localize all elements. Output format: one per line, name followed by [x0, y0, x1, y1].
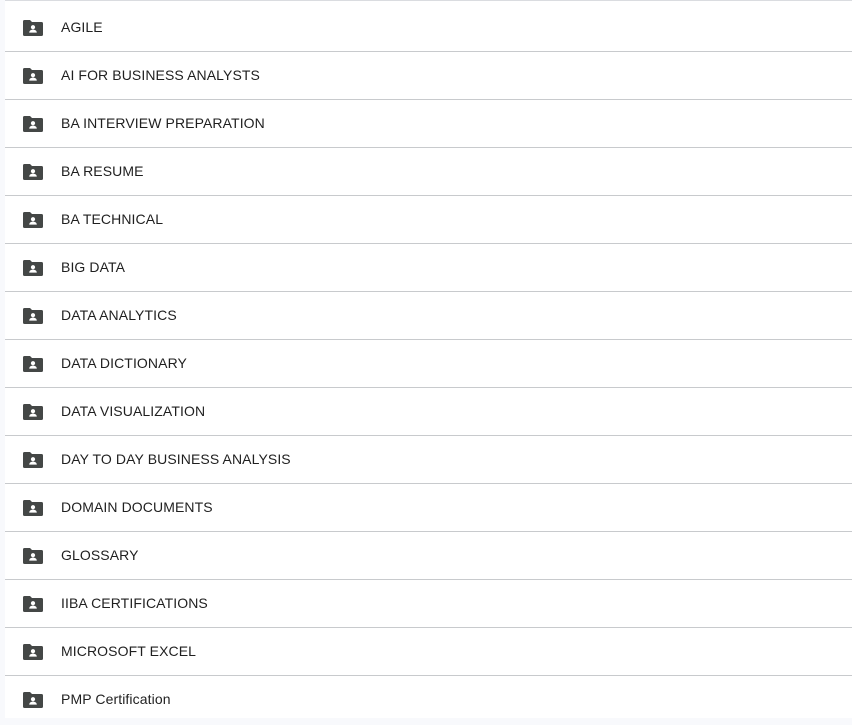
shared-folder-icon — [23, 404, 43, 420]
folder-row[interactable] — [5, 532, 852, 580]
folder-row[interactable] — [5, 388, 852, 436]
folder-row[interactable] — [5, 676, 852, 718]
folder-name: DATA ANALYTICS — [61, 307, 177, 323]
shared-folder-icon — [23, 644, 43, 660]
folder-row[interactable] — [5, 52, 852, 100]
folder-row[interactable] — [5, 100, 852, 148]
shared-folder-icon — [23, 68, 43, 84]
folder-name: PMP Certification — [61, 691, 171, 707]
shared-folder-icon — [23, 692, 43, 708]
folder-row[interactable] — [5, 580, 852, 628]
shared-folder-icon — [23, 596, 43, 612]
shared-folder-icon — [23, 500, 43, 516]
folder-row[interactable] — [5, 484, 852, 532]
shared-folder-icon — [23, 212, 43, 228]
folder-name: BIG DATA — [61, 259, 126, 275]
folder-list — [5, 0, 852, 718]
folder-name: DOMAIN DOCUMENTS — [61, 499, 213, 515]
folder-name: GLOSSARY — [61, 547, 139, 563]
folder-row[interactable] — [5, 244, 852, 292]
shared-folder-icon — [23, 452, 43, 468]
folder-name: BA INTERVIEW PREPARATION — [61, 115, 265, 131]
folder-name: BA RESUME — [61, 163, 144, 179]
shared-folder-icon — [23, 116, 43, 132]
folder-name: DATA VISUALIZATION — [61, 403, 206, 419]
folder-name: DAY TO DAY BUSINESS ANALYSIS — [61, 451, 291, 467]
shared-folder-icon — [23, 20, 43, 36]
folder-name: AGILE — [61, 19, 103, 35]
shared-folder-icon — [23, 356, 43, 372]
folder-name: IIBA CERTIFICATIONS — [61, 595, 208, 611]
folder-row[interactable] — [5, 292, 852, 340]
folder-name: BA TECHNICAL — [61, 211, 164, 227]
folder-row[interactable] — [5, 148, 852, 196]
folder-name: AI FOR BUSINESS ANALYSTS — [61, 67, 260, 83]
shared-folder-icon — [23, 164, 43, 180]
shared-folder-icon — [23, 548, 43, 564]
shared-folder-icon — [23, 260, 43, 276]
shared-folder-icon — [23, 308, 43, 324]
folder-name: MICROSOFT EXCEL — [61, 643, 197, 659]
folder-row[interactable] — [5, 196, 852, 244]
folder-row[interactable] — [5, 436, 852, 484]
folder-name: DATA DICTIONARY — [61, 355, 187, 371]
folder-row[interactable] — [5, 4, 852, 52]
folder-row[interactable] — [5, 628, 852, 676]
folder-row[interactable] — [5, 340, 852, 388]
